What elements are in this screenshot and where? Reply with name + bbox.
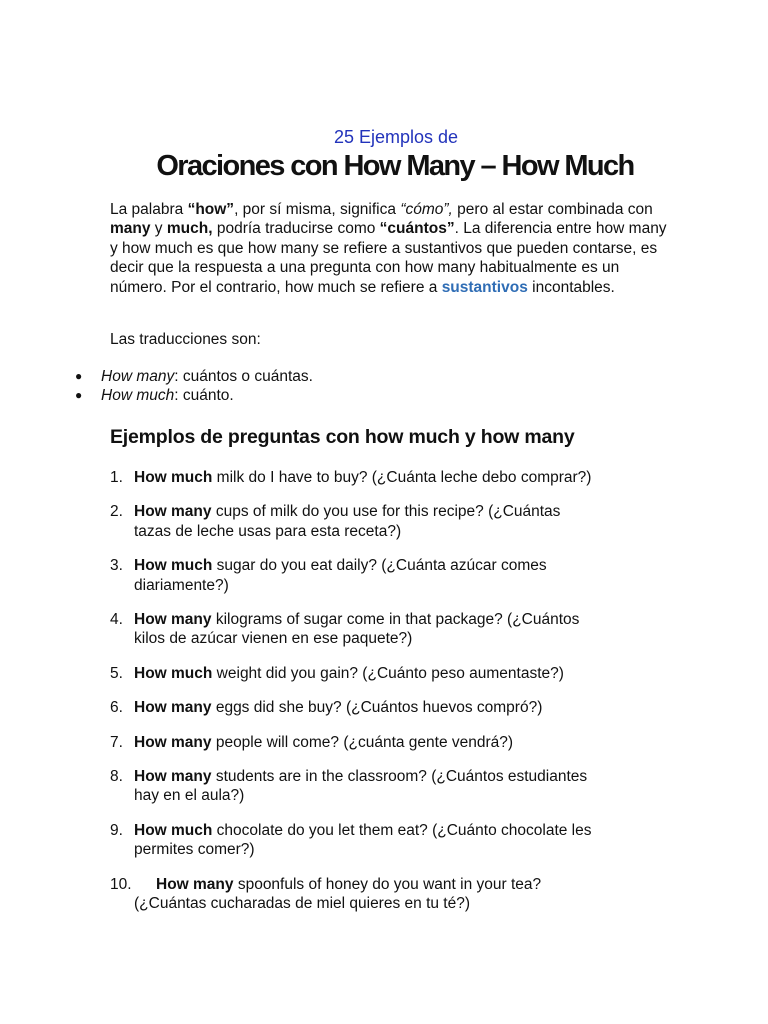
translation-meaning: : cuántos o cuántas. bbox=[174, 368, 313, 385]
translation-term: How much bbox=[101, 387, 175, 404]
sustantivos-link[interactable]: sustantivos bbox=[441, 278, 528, 296]
intro-text: podría traducirse como bbox=[212, 220, 380, 238]
item-number: 5. bbox=[110, 664, 123, 682]
document-title: Oraciones con How Many – How Much bbox=[156, 150, 634, 182]
list-item bbox=[110, 875, 670, 914]
item-number: 10. bbox=[110, 875, 132, 893]
intro-cuantos: “cuántos” bbox=[379, 220, 455, 238]
intro-text: y bbox=[150, 220, 167, 238]
list-item bbox=[75, 386, 313, 405]
intro-how: “how” bbox=[187, 201, 235, 218]
item-keyword: How many bbox=[134, 611, 212, 629]
intro-many: many bbox=[110, 220, 151, 238]
list-item bbox=[110, 502, 670, 541]
item-text: sugar do you eat daily? (¿Cuánta azúcar comes bbox=[212, 557, 547, 575]
item-keyword: How many bbox=[134, 733, 212, 751]
item-keyword: How many bbox=[134, 699, 212, 717]
intro-text: . La diferencia entre how many y how much es que how many se refiere a sustantivos que pueden contarse, es decir que la respuesta a una pregunta con how many habitualmente es un número. Por el contrario, how much se refiere a bbox=[110, 220, 667, 296]
translations-list bbox=[75, 367, 313, 405]
list-item bbox=[110, 556, 670, 595]
item-number: 2. bbox=[110, 503, 123, 521]
item-number: 4. bbox=[110, 611, 123, 629]
intro-text: La palabra bbox=[110, 201, 188, 218]
intro-much: much, bbox=[166, 220, 213, 238]
item-text-continued: hay en el aula?) bbox=[134, 787, 245, 805]
item-text: chocolate do you let them eat? (¿Cuánto chocolate les bbox=[212, 821, 592, 839]
item-text-continued: diariamente?) bbox=[134, 576, 229, 594]
list-item bbox=[110, 610, 670, 649]
item-keyword: How many bbox=[134, 503, 212, 521]
item-text: cups of milk do you use for this recipe? (¿Cuántas bbox=[211, 503, 561, 521]
list-item bbox=[110, 821, 670, 860]
list-item bbox=[110, 733, 670, 752]
list-item bbox=[110, 664, 670, 683]
item-text: people will come? (¿cuánta gente vendrá?) bbox=[211, 733, 514, 751]
item-text: milk do I have to buy? (¿Cuánta leche debo comprar?) bbox=[212, 469, 592, 486]
intro-text: , por sí misma, significa bbox=[234, 201, 401, 218]
translations-label: Las traducciones son: bbox=[110, 331, 261, 348]
item-number: 7. bbox=[110, 733, 123, 751]
item-keyword: How much bbox=[134, 557, 213, 575]
item-keyword: How many bbox=[156, 875, 234, 893]
item-text: students are in the classroom? (¿Cuántos estudiantes bbox=[211, 768, 588, 786]
intro-como: “cómo”, bbox=[400, 201, 453, 218]
item-text: spoonfuls of honey do you want in your tea? bbox=[233, 875, 542, 893]
item-text-continued: kilos de azúcar vienen en ese paquete?) bbox=[134, 630, 413, 648]
bullet-icon: ● bbox=[75, 388, 83, 402]
item-keyword: How much bbox=[134, 664, 213, 682]
item-text-continued: (¿Cuántas cucharadas de miel quieres en tu té?) bbox=[134, 895, 471, 913]
examples-list bbox=[110, 468, 670, 929]
item-number: 1. bbox=[110, 469, 123, 486]
item-text: eggs did she buy? (¿Cuántos huevos compró?) bbox=[211, 699, 543, 717]
item-text: weight did you gain? (¿Cuánto peso aumentaste?) bbox=[212, 664, 564, 682]
item-text: kilograms of sugar come in that package? (¿Cuántos bbox=[211, 611, 580, 629]
item-text-continued: permites comer?) bbox=[134, 841, 255, 859]
list-item bbox=[110, 698, 670, 717]
item-number: 3. bbox=[110, 557, 123, 575]
list-item bbox=[75, 367, 313, 386]
list-item bbox=[110, 767, 670, 806]
item-keyword: How much bbox=[134, 469, 213, 486]
item-number: 6. bbox=[110, 699, 123, 717]
intro-paragraph bbox=[110, 200, 670, 297]
intro-text: pero al estar combinada con bbox=[452, 201, 653, 218]
item-keyword: How many bbox=[134, 768, 212, 786]
item-text-continued: tazas de leche usas para esta receta?) bbox=[134, 522, 402, 540]
item-keyword: How much bbox=[134, 821, 213, 839]
item-number: 8. bbox=[110, 768, 123, 786]
document-subtitle: 25 Ejemplos de bbox=[333, 127, 459, 147]
translation-term: How many bbox=[101, 368, 175, 385]
bullet-icon: ● bbox=[75, 369, 83, 383]
item-number: 9. bbox=[110, 821, 123, 839]
intro-text: incontables. bbox=[527, 278, 615, 296]
examples-heading: Ejemplos de preguntas con how much y how many bbox=[110, 426, 575, 448]
list-item bbox=[110, 468, 670, 487]
translation-meaning: : cuánto. bbox=[174, 387, 234, 404]
